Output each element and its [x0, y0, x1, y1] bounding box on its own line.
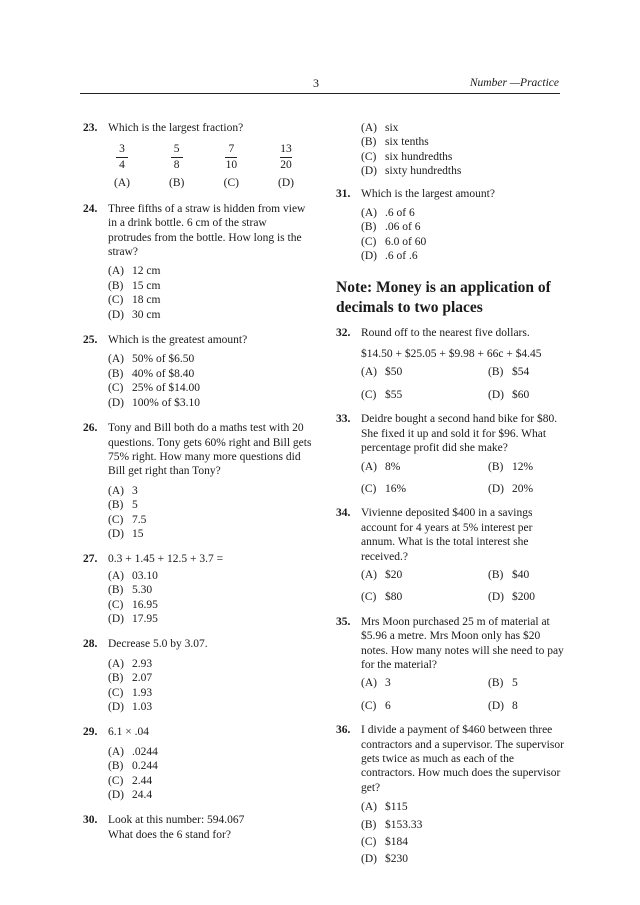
option-label: (D)	[488, 699, 504, 712]
option-text: 5.30	[132, 584, 153, 597]
numerator: 3	[119, 143, 125, 156]
denominator: 4	[119, 159, 125, 172]
denominator: 10	[225, 159, 238, 172]
answer-option-c[interactable]	[361, 482, 488, 496]
answer-option-c[interactable]	[108, 381, 313, 395]
option-label: (B)	[488, 460, 504, 473]
option-text: $60	[512, 388, 530, 401]
option-label: (D)	[108, 789, 124, 802]
option-label: (A)	[108, 745, 124, 758]
option-text: $40	[512, 568, 530, 581]
answer-option-d[interactable]	[361, 249, 566, 263]
fraction-options	[108, 143, 300, 190]
option-label: (C)	[361, 235, 377, 248]
option-label: (A)	[108, 353, 124, 366]
option-text: 30 cm	[132, 308, 161, 321]
question-stem: Deidre bought a second hand bike for $80. She fixed it up and sold it for $96. What percentage profit did she make?	[361, 413, 558, 455]
option-text: 8	[512, 699, 518, 712]
question-stem: Look at this number: 594.067	[108, 814, 245, 827]
option-text: six hundredths	[385, 150, 453, 163]
option-label: (B)	[108, 279, 124, 292]
answer-option-c[interactable]	[108, 774, 313, 788]
fraction-option-b[interactable]	[163, 143, 191, 190]
question-number: 23.	[83, 122, 98, 134]
fraction-bar	[225, 157, 237, 158]
numerator: 7	[228, 143, 235, 156]
option-label: (C)	[108, 686, 124, 699]
option-label: (D)	[488, 388, 504, 401]
question-26	[83, 421, 313, 541]
question-24	[83, 202, 313, 322]
section-title: Number —Practice	[469, 77, 559, 89]
question-28	[83, 637, 313, 714]
option-label: (A)	[361, 366, 377, 379]
option-label: (C)	[361, 482, 377, 495]
question-number: 27.	[83, 553, 98, 566]
question-stem: Tony and Bill both do a maths test with 20 questions. Tony gets 60% right and Bill gets 75% right. How many more questions did Bill get right than Tony?	[108, 422, 312, 478]
option-text: 15 cm	[132, 279, 161, 292]
option-text: 18 cm	[132, 294, 161, 307]
option-label: (D)	[108, 612, 124, 625]
option-label: (A)	[114, 177, 130, 190]
question-stem: Which is the largest amount?	[361, 187, 495, 200]
option-label: (B)	[361, 221, 377, 234]
option-label: (C)	[361, 388, 377, 401]
option-text: 1.03	[132, 701, 153, 713]
answer-option-c[interactable]	[361, 699, 488, 713]
fraction-option-a[interactable]	[108, 143, 136, 190]
option-label: (A)	[361, 122, 377, 134]
answer-option-a[interactable]	[361, 206, 566, 220]
answer-options	[108, 264, 313, 322]
answer-option-c[interactable]	[108, 513, 313, 527]
answer-option-d[interactable]	[108, 788, 313, 802]
question-number: 29.	[83, 726, 98, 739]
option-label: (C)	[108, 513, 124, 526]
option-label: (C)	[361, 699, 377, 712]
answer-option-b[interactable]	[108, 671, 313, 685]
option-text: 40% of $8.40	[132, 367, 195, 380]
option-text: 16%	[385, 482, 407, 495]
question-number: 32.	[336, 326, 351, 339]
option-text: 12 cm	[132, 265, 161, 278]
answer-option-a[interactable]	[361, 568, 488, 582]
option-text: 17.95	[132, 612, 158, 625]
option-label: (D)	[108, 527, 124, 540]
option-label: (A)	[361, 207, 377, 220]
answer-option-a[interactable]	[361, 676, 488, 690]
option-text: .6 of 6	[385, 207, 415, 220]
option-label: (B)	[108, 672, 124, 685]
option-text: .0244	[132, 745, 158, 758]
option-text: 03.10	[132, 569, 158, 582]
option-text: 6	[385, 699, 391, 712]
option-text: 7.5	[132, 513, 147, 526]
answer-option-b[interactable]	[488, 460, 588, 474]
option-label: (C)	[108, 382, 124, 395]
answer-option-d[interactable]	[488, 388, 588, 402]
left-column	[83, 121, 313, 842]
option-text: 16.95	[132, 598, 158, 611]
right-column	[336, 121, 566, 867]
question-number: 24.	[83, 202, 98, 215]
answer-option-c[interactable]	[361, 835, 566, 849]
option-label: (A)	[108, 265, 124, 278]
option-label: (C)	[108, 294, 124, 307]
option-label: (D)	[361, 250, 377, 263]
question-number: 35.	[336, 615, 351, 628]
answer-option-b[interactable]	[108, 279, 313, 293]
numerator: 13	[280, 143, 292, 156]
option-label: (C)	[361, 591, 377, 604]
option-label: (B)	[488, 677, 504, 690]
option-label: (B)	[108, 367, 124, 380]
option-text: six	[385, 122, 399, 134]
question-32	[336, 326, 566, 403]
option-text: 15	[132, 527, 144, 540]
answer-option-c[interactable]	[108, 686, 313, 700]
answer-options	[361, 121, 566, 179]
option-text: 1.93	[132, 686, 153, 699]
answer-option-b[interactable]	[488, 568, 588, 582]
option-text: 25% of $14.00	[132, 382, 201, 395]
option-label: (A)	[108, 484, 124, 497]
question-33	[336, 412, 566, 496]
answer-options	[361, 800, 566, 867]
answer-option-d[interactable]	[361, 852, 566, 866]
answer-option-a[interactable]	[361, 800, 566, 814]
question-stem: Mrs Moon purchased 25 m of material at $5.96 a metre. Mrs Moon only has $20 notes. How many notes will she need to pay for the material?	[361, 615, 564, 671]
answer-option-a[interactable]	[108, 264, 313, 278]
fraction-bar	[171, 157, 183, 158]
answer-option-b[interactable]	[108, 367, 313, 381]
question-number: 36.	[336, 724, 351, 737]
question-30	[83, 813, 313, 842]
option-label: (B)	[361, 136, 377, 149]
option-text: $184	[385, 836, 408, 849]
numerator: 5	[173, 143, 180, 156]
question-34	[336, 506, 566, 604]
answer-option-a[interactable]	[108, 745, 313, 759]
option-label: (D)	[488, 591, 504, 604]
question-stem: Vivienne deposited $400 in a savings account for 4 years at 5% interest per annum. What is the total interest she received.?	[361, 507, 533, 563]
question-27	[83, 552, 313, 626]
answer-options	[361, 676, 566, 713]
option-label: (C)	[108, 598, 124, 611]
note-heading: Note: Money is an application of decimals to two places	[336, 278, 551, 316]
option-text: $55	[385, 388, 403, 401]
answer-option-d[interactable]	[108, 527, 313, 541]
answer-option-b[interactable]	[108, 759, 313, 773]
answer-option-c[interactable]	[361, 235, 566, 249]
question-29	[83, 725, 313, 802]
question-36	[336, 723, 566, 867]
option-text: $115	[385, 801, 408, 814]
answer-option-c[interactable]	[108, 293, 313, 307]
expression: $14.50 + $25.05 + $9.98 + 66c + $4.45	[361, 348, 542, 361]
option-label: (D)	[108, 701, 124, 713]
option-label: (D)	[108, 396, 124, 409]
question-stem-line-2: What does the 6 stand for?	[108, 828, 231, 841]
question-30-options	[336, 121, 566, 179]
denominator: 8	[173, 159, 180, 172]
answer-options	[108, 569, 313, 627]
option-label: (D)	[488, 482, 504, 495]
option-text: $153.33	[385, 818, 423, 831]
question-number: 34.	[336, 507, 351, 520]
option-label: (B)	[108, 584, 124, 597]
option-label: (B)	[108, 499, 124, 512]
option-text: .06 of 6	[385, 221, 421, 234]
option-label: (C)	[361, 150, 377, 163]
answer-options	[361, 206, 566, 264]
answer-options	[361, 365, 566, 402]
fraction-bar	[116, 157, 128, 158]
answer-option-b[interactable]	[361, 135, 566, 149]
answer-options	[108, 657, 313, 715]
option-label: (B)	[488, 568, 504, 581]
answer-option-a[interactable]	[361, 460, 488, 474]
option-label: (A)	[108, 657, 124, 670]
page-number: 3	[313, 76, 319, 90]
question-25	[83, 333, 313, 410]
option-text: .6 of .6	[385, 250, 418, 263]
answer-option-d[interactable]	[488, 590, 588, 604]
answer-option-c[interactable]	[361, 388, 488, 402]
option-label: (C)	[108, 774, 124, 787]
option-label: (D)	[277, 177, 294, 190]
option-label: (D)	[361, 165, 377, 178]
option-label: (B)	[361, 818, 377, 831]
answer-option-a[interactable]	[361, 121, 566, 135]
question-number: 31.	[336, 187, 351, 200]
answer-option-a[interactable]	[361, 365, 488, 379]
answer-option-d[interactable]	[488, 482, 588, 496]
option-text: 20%	[512, 482, 534, 495]
answer-option-b[interactable]	[108, 498, 313, 512]
answer-option-b[interactable]	[108, 583, 313, 597]
answer-option-c[interactable]	[361, 150, 566, 164]
answer-options	[108, 745, 313, 803]
answer-option-d[interactable]	[108, 700, 313, 714]
answer-option-c[interactable]	[361, 590, 488, 604]
question-stem: 6.1 × .04	[108, 726, 149, 739]
answer-options	[361, 568, 566, 605]
answer-option-d[interactable]	[488, 699, 588, 713]
answer-option-a[interactable]	[108, 569, 313, 583]
option-text: 50% of $6.50	[132, 353, 195, 366]
header-rule	[80, 93, 560, 94]
option-text: 2.93	[132, 657, 153, 670]
option-text: $20	[385, 568, 403, 581]
fraction-option-c[interactable]	[217, 143, 245, 190]
option-text: 5	[512, 677, 518, 690]
answer-option-c[interactable]	[108, 598, 313, 612]
answer-option-b[interactable]	[488, 676, 588, 690]
option-text: 3	[132, 484, 138, 497]
option-label: (A)	[361, 801, 377, 814]
denominator: 20	[280, 159, 292, 172]
option-text: $230	[385, 853, 408, 866]
option-text: 0.244	[132, 760, 158, 773]
option-label: (C)	[361, 836, 377, 849]
option-text: 6.0 of 60	[385, 235, 427, 248]
question-number: 30.	[83, 814, 98, 827]
fraction-option-d[interactable]	[272, 143, 300, 190]
option-label: (B)	[108, 760, 124, 773]
option-text: $54	[512, 366, 530, 379]
answer-option-a[interactable]	[108, 352, 313, 366]
answer-option-b[interactable]	[361, 818, 566, 832]
question-stem: I divide a payment of $460 between three contractors and a supervisor. The supervisor gets twice as much as each of the contractors. How much does the supervisor get?	[361, 724, 564, 794]
answer-option-a[interactable]	[108, 484, 313, 498]
answer-option-a[interactable]	[108, 657, 313, 671]
question-stem: Round off to the nearest five dollars.	[361, 326, 530, 339]
option-text: 2.44	[132, 774, 153, 787]
option-label: (A)	[361, 460, 377, 473]
fraction-bar	[280, 157, 292, 158]
question-stem: 0.3 + 1.45 + 12.5 + 3.7 =	[108, 553, 224, 566]
option-text: 24.4	[132, 789, 153, 802]
option-label: (D)	[361, 853, 377, 866]
option-label: (C)	[223, 177, 239, 190]
option-label: (B)	[168, 177, 185, 190]
option-label: (A)	[361, 677, 377, 690]
question-number: 26.	[83, 422, 98, 435]
option-text: 3	[385, 677, 391, 690]
option-text: sixty hundredths	[385, 165, 462, 178]
option-label: (D)	[108, 308, 124, 321]
answer-option-b[interactable]	[361, 220, 566, 234]
option-text: 12%	[512, 460, 534, 473]
option-text: $50	[385, 366, 403, 379]
option-label: (B)	[488, 366, 504, 379]
option-text: $80	[385, 591, 403, 604]
question-31	[336, 187, 566, 264]
option-text: $200	[512, 591, 535, 604]
question-stem: Which is the greatest amount?	[108, 334, 248, 347]
option-text: 2.07	[132, 672, 153, 685]
question-number: 25.	[83, 334, 98, 347]
question-number: 33.	[336, 413, 351, 426]
option-text: 5	[132, 499, 138, 512]
question-23	[83, 121, 313, 191]
answer-options	[108, 484, 313, 542]
question-number: 28.	[83, 638, 98, 651]
answer-option-d[interactable]	[108, 396, 313, 410]
question-stem: Decrease 5.0 by 3.07.	[108, 638, 208, 651]
answer-option-b[interactable]	[488, 365, 588, 379]
option-label: (A)	[108, 569, 124, 582]
answer-options	[108, 352, 313, 410]
option-text: 100% of $3.10	[132, 396, 201, 409]
option-label: (A)	[361, 568, 377, 581]
answer-option-d[interactable]	[361, 164, 566, 178]
answer-option-d[interactable]	[108, 308, 313, 322]
answer-options	[361, 460, 566, 497]
answer-option-d[interactable]	[108, 612, 313, 626]
question-stem: Three fifths of a straw is hidden from view in a drink bottle. 6 cm of the straw protrudes from the bottle. How long is the straw?	[108, 202, 306, 259]
option-text: 8%	[385, 460, 401, 473]
question-stem: Which is the largest fraction?	[108, 122, 244, 134]
option-text: six tenths	[385, 136, 429, 149]
question-35	[336, 615, 566, 713]
